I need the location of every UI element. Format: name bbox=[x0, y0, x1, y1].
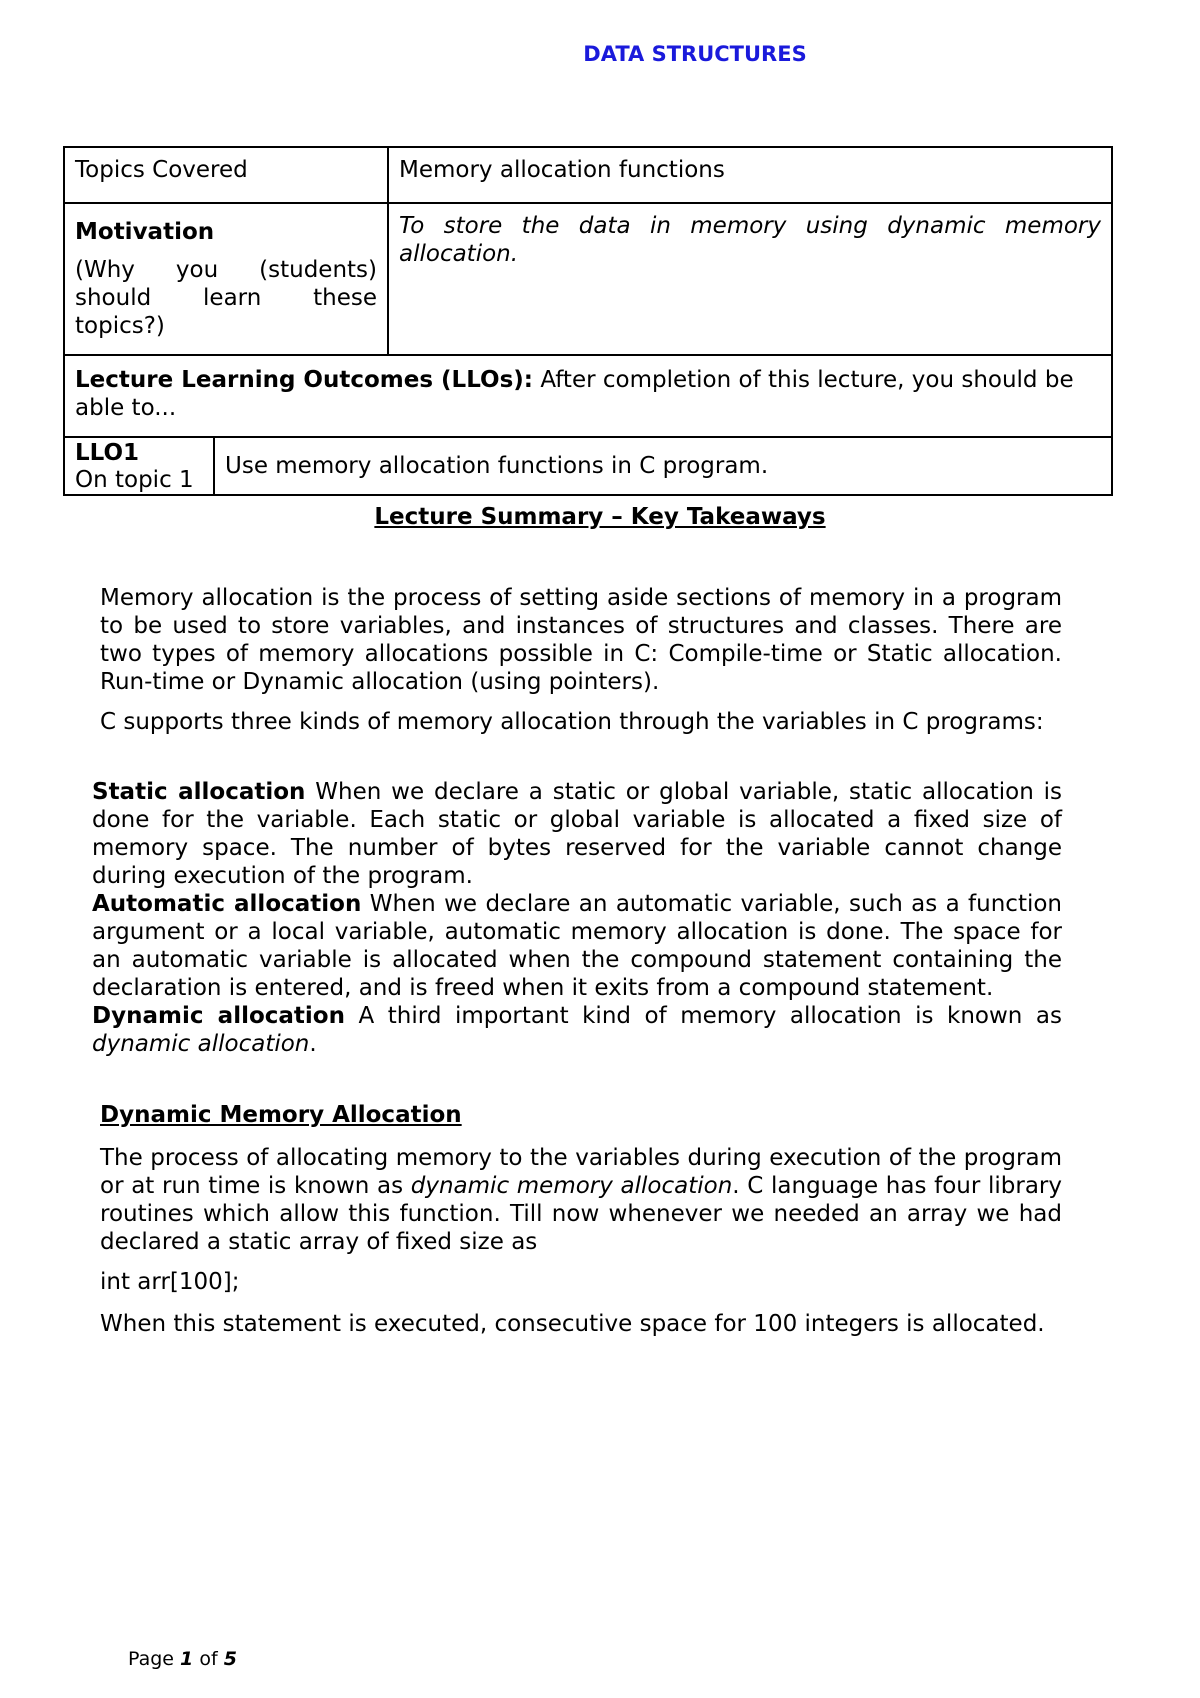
dma-heading: Dynamic Memory Allocation bbox=[100, 1102, 462, 1128]
dma-paragraph-1-italic: dynamic memory allocation bbox=[410, 1173, 733, 1199]
llo1-code: LLO1 bbox=[75, 440, 140, 466]
motivation-subtext: (Why you (students) should learn these topics?) bbox=[75, 257, 377, 339]
motivation-row bbox=[64, 203, 1112, 355]
dynamic-allocation-label: Dynamic allocation bbox=[92, 1003, 345, 1029]
footer-of-word: of bbox=[193, 1648, 224, 1670]
motivation-cell bbox=[64, 203, 388, 355]
automatic-allocation-paragraph bbox=[92, 890, 1062, 1002]
summary-paragraph-2: C supports three kinds of memory allocation through the variables in C programs: bbox=[100, 709, 1044, 735]
motivation-value: To store the data in memory using dynamic memory allocation. bbox=[388, 203, 1112, 355]
dynamic-allocation-paragraph bbox=[92, 1002, 1062, 1058]
summary-heading: Lecture Summary – Key Takeaways bbox=[374, 504, 826, 530]
llo1-row bbox=[64, 437, 1112, 495]
code-example: int arr[100]; bbox=[100, 1269, 240, 1295]
automatic-allocation-text: When we declare an automatic variable, such as a function argument or a local variable, automatic memory allocation is done. The space for an automatic variable is allocated when the compound statement containing the declaration is entered, and is freed when it exits from a compound statement. bbox=[92, 891, 1063, 1001]
dma-paragraph-1-start: The process of allocating memory to the variables during execution of the program or at run time is known as bbox=[100, 1145, 1062, 1199]
topics-value: Memory allocation functions bbox=[388, 147, 1112, 203]
motivation-label: Motivation bbox=[75, 219, 215, 245]
llo1-topic: On topic 1 bbox=[75, 467, 194, 493]
static-allocation-label: Static allocation bbox=[92, 779, 306, 805]
dynamic-allocation-text: A third important kind of memory allocation is known as bbox=[345, 1003, 1062, 1029]
static-allocation-text: When we declare a static or global variable, static allocation is done for the variable. Each static or global variable is allocated a fixed size of memory space. The number of bytes reserved for the variable cannot change during execution of the program. bbox=[92, 779, 1062, 889]
topic-info-table bbox=[63, 146, 1113, 496]
dma-paragraph-2: When this statement is executed, consecutive space for 100 integers is allocated. bbox=[100, 1311, 1045, 1337]
automatic-allocation-label: Automatic allocation bbox=[92, 891, 362, 917]
footer-page-number: 1 bbox=[180, 1648, 194, 1670]
llo-heading-text: After completion of this lecture, you should be able to... bbox=[75, 367, 1074, 421]
dma-paragraph-1-end: . C language has four library routines which allow this function. Till now whenever we needed an array we had declared a static array of fixed size as bbox=[100, 1173, 1062, 1255]
llo-heading-cell bbox=[64, 355, 1112, 437]
llo-heading-label: Lecture Learning Outcomes (LLOs): bbox=[75, 367, 534, 393]
llo-heading-row bbox=[64, 355, 1112, 437]
llo1-text: Use memory allocation functions in C program. bbox=[214, 437, 1112, 495]
topics-row bbox=[64, 147, 1112, 203]
llo1-code-cell bbox=[64, 437, 214, 495]
dynamic-allocation-italic: dynamic allocation bbox=[92, 1031, 310, 1057]
footer-page-total: 5 bbox=[223, 1648, 237, 1670]
topics-label: Topics Covered bbox=[64, 147, 388, 203]
page-footer bbox=[128, 1648, 237, 1670]
dynamic-allocation-end: . bbox=[309, 1031, 317, 1057]
summary-paragraph-1: Memory allocation is the process of setting aside sections of memory in a program to be used to store variables, and instances of structures and classes. There are two types of memory allocations possible in C: Compile-time or Static allocation. Run-time or Dynamic allocation (using pointers). bbox=[100, 585, 1062, 695]
allocation-types bbox=[92, 778, 1062, 1058]
document-header-title: DATA STRUCTURES bbox=[583, 42, 807, 66]
dma-paragraph-1 bbox=[100, 1144, 1062, 1256]
footer-page-word: Page bbox=[128, 1648, 181, 1670]
static-allocation-paragraph bbox=[92, 778, 1062, 890]
